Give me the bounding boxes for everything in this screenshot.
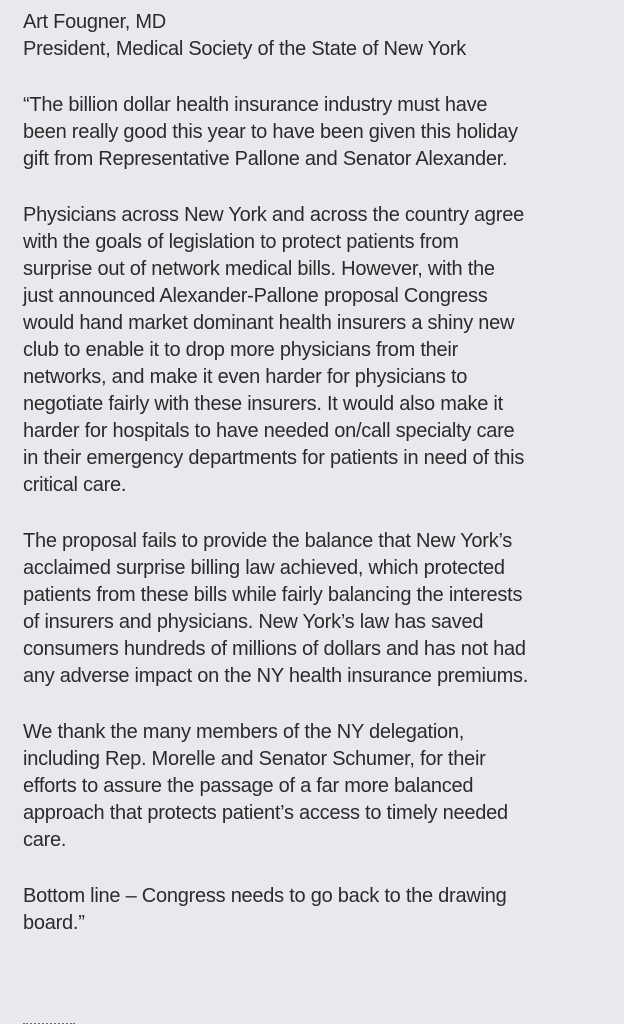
quote-paragraph-3 [23, 528, 614, 690]
paragraph-line: critical care. [23, 474, 127, 496]
paragraph-line: of insurers and physicians. New York’s law has saved [23, 611, 484, 633]
paragraph-line: Bottom line – Congress needs to go back to the drawing [23, 885, 507, 907]
paragraph-line: any adverse impact on the NY health insurance premiums. [23, 665, 529, 687]
paragraph-line: been really good this year to have been given this holiday [23, 121, 518, 143]
paragraph-line: surprise out of network medical bills. However, with the [23, 258, 495, 280]
quote-paragraph-1 [23, 92, 614, 173]
paragraph-line: club to enable it to drop more physicians from their [23, 339, 458, 361]
paragraph-line: with the goals of legislation to protect patients from [23, 231, 459, 253]
paragraph-line: would hand market dominant health insurers a shiny new [23, 312, 515, 334]
cut-off-text-fragment [23, 1016, 83, 1024]
paragraph-line: care. [23, 829, 67, 851]
paragraph-line: We thank the many members of the NY delegation, [23, 721, 465, 743]
paragraph-line: gift from Representative Pallone and Senator Alexander. [23, 148, 508, 170]
paragraph-line: patients from these bills while fairly balancing the interests [23, 584, 523, 606]
paragraph-line: Physicians across New York and across the country agree [23, 204, 524, 226]
statement-header [23, 9, 614, 63]
quote-paragraph-2 [23, 202, 614, 499]
author-title: President, Medical Society of the State of New York [23, 38, 467, 60]
paragraph-line: The proposal fails to provide the balance that New York’s [23, 530, 513, 552]
paragraph-line: acclaimed surprise billing law achieved, which protected [23, 557, 505, 579]
quote-paragraph-4 [23, 719, 614, 854]
paragraph-line: in their emergency departments for patients in need of this [23, 447, 525, 469]
author-name: Art Fougner, MD [23, 11, 166, 33]
paragraph-line: harder for hospitals to have needed on/call specialty care [23, 420, 515, 442]
paragraph-line: negotiate fairly with these insurers. It would also make it [23, 393, 503, 415]
paragraph-line: “The billion dollar health insurance industry must have [23, 94, 488, 116]
paragraph-line: board.” [23, 912, 85, 934]
paragraph-line: just announced Alexander-Pallone proposal Congress [23, 285, 488, 307]
paragraph-line: consumers hundreds of millions of dollars and has not had [23, 638, 526, 660]
quote-paragraph-5 [23, 883, 614, 937]
paragraph-line: networks, and make it even harder for physicians to [23, 366, 468, 388]
paragraph-line: including Rep. Morelle and Senator Schumer, for their [23, 748, 486, 770]
paragraph-line: efforts to assure the passage of a far more balanced [23, 775, 474, 797]
paragraph-line: approach that protects patient’s access to timely needed [23, 802, 508, 824]
